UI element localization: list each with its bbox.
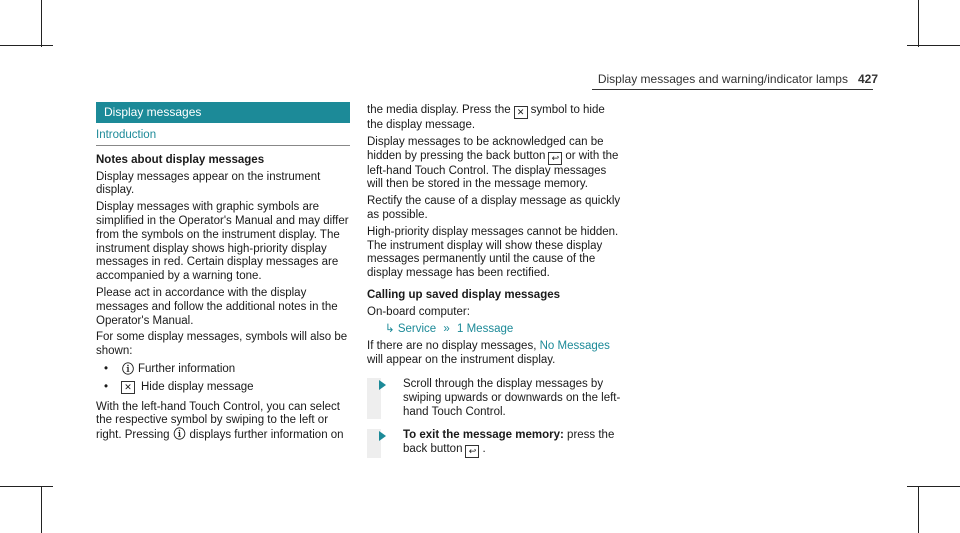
crop-mark (41, 0, 42, 47)
bullet-dot: • (104, 362, 109, 375)
paragraph (367, 340, 621, 368)
paragraph (96, 401, 350, 443)
info-icon: ⓘ (122, 361, 135, 376)
step-text (403, 429, 621, 458)
paragraph: For some display messages, symbols will also be shown: (96, 331, 348, 358)
crop-mark (918, 0, 919, 47)
paragraph: High-priority display messages cannot be hidden. The instrument display will show these display messages permanently until the cause of the display message has been rectified. (367, 225, 619, 280)
crop-mark (0, 45, 53, 46)
bullet-item (104, 381, 350, 395)
middle-column (367, 104, 621, 462)
calling-heading: Calling up saved display messages (367, 288, 561, 301)
step-item (367, 378, 621, 419)
close-icon: ✕ (514, 106, 528, 119)
crop-mark (918, 486, 919, 533)
back-icon: ↩ (548, 152, 562, 165)
path-message: 1 Message (457, 322, 514, 335)
path-arrow-icon: ↳ (385, 322, 395, 335)
paragraph: Display messages with graphic symbols are simplified in the Operator's Manual and may differ from the symbols on the instrument display. The instrument display shows high-priority display messages in red. Certain display messages are accompanied by a warning tone. (96, 201, 349, 283)
header-rule (592, 89, 873, 90)
page-number: 427 (857, 72, 878, 86)
paragraph-text: symbol to hide the display message. (367, 104, 605, 131)
paragraph (367, 136, 621, 192)
step-arrow-icon (379, 431, 386, 441)
bullet-dot: • (104, 380, 109, 393)
step-arrow-icon (379, 380, 386, 390)
subsection-title: Introduction (96, 129, 350, 146)
paragraph: Rectify the cause of a display message as quickly as possible. (367, 195, 621, 221)
section-title: Display messages (96, 102, 350, 123)
notes-heading: Notes about display messages (96, 153, 265, 166)
back-icon: ↩ (465, 445, 479, 458)
bullet-text: Further information (138, 362, 236, 375)
path-separator-icon: » (443, 322, 450, 335)
left-column (96, 102, 350, 446)
crop-mark (907, 486, 960, 487)
bullet-text: Hide display message (141, 380, 254, 393)
crop-mark (907, 45, 960, 46)
paragraph-text: Display messages to be acknowledged can be hidden by pressing the back button (367, 135, 604, 162)
paragraph: Please act in accordance with the display messages and follow the additional notes in the Operator's Manual. (96, 286, 338, 327)
close-icon: ✕ (121, 381, 135, 394)
paragraph: Display messages appear on the instrument display. (96, 170, 321, 197)
step-text-part: . (482, 443, 486, 456)
crop-mark (0, 486, 53, 487)
crop-mark (41, 486, 42, 533)
paragraph-text: will appear on the instrument display. (367, 354, 556, 367)
paragraph-text: displays further information on (189, 429, 344, 442)
step-text-part: press the back button (403, 429, 615, 456)
paragraph-text: With the left-hand Touch Control, you can select the respective symbol by swiping to the left or right. Pressing (96, 400, 340, 442)
paragraph-text: or with the left-hand Touch Control. The display messages will then be stored in the message memory. (367, 149, 619, 191)
step-item (367, 429, 621, 458)
running-header (598, 72, 878, 86)
paragraph-text: If there are no display messages, (367, 340, 537, 353)
step-text: Scroll through the display messages by swiping upwards or downwards on the left-hand Touch Control. (403, 377, 621, 418)
paragraph-text: the media display. Press the (367, 104, 511, 116)
info-icon: ⓘ (173, 427, 186, 442)
onboard-label: On-board computer: (367, 305, 470, 318)
path-service: Service (397, 322, 437, 335)
menu-path (385, 323, 621, 337)
paragraph (367, 104, 621, 133)
step-bold: To exit the message memory: (403, 429, 564, 442)
bullet-item (104, 363, 350, 377)
header-title: Display messages and warning/indicator lamps (597, 72, 848, 86)
no-messages-label: No Messages (539, 340, 610, 353)
